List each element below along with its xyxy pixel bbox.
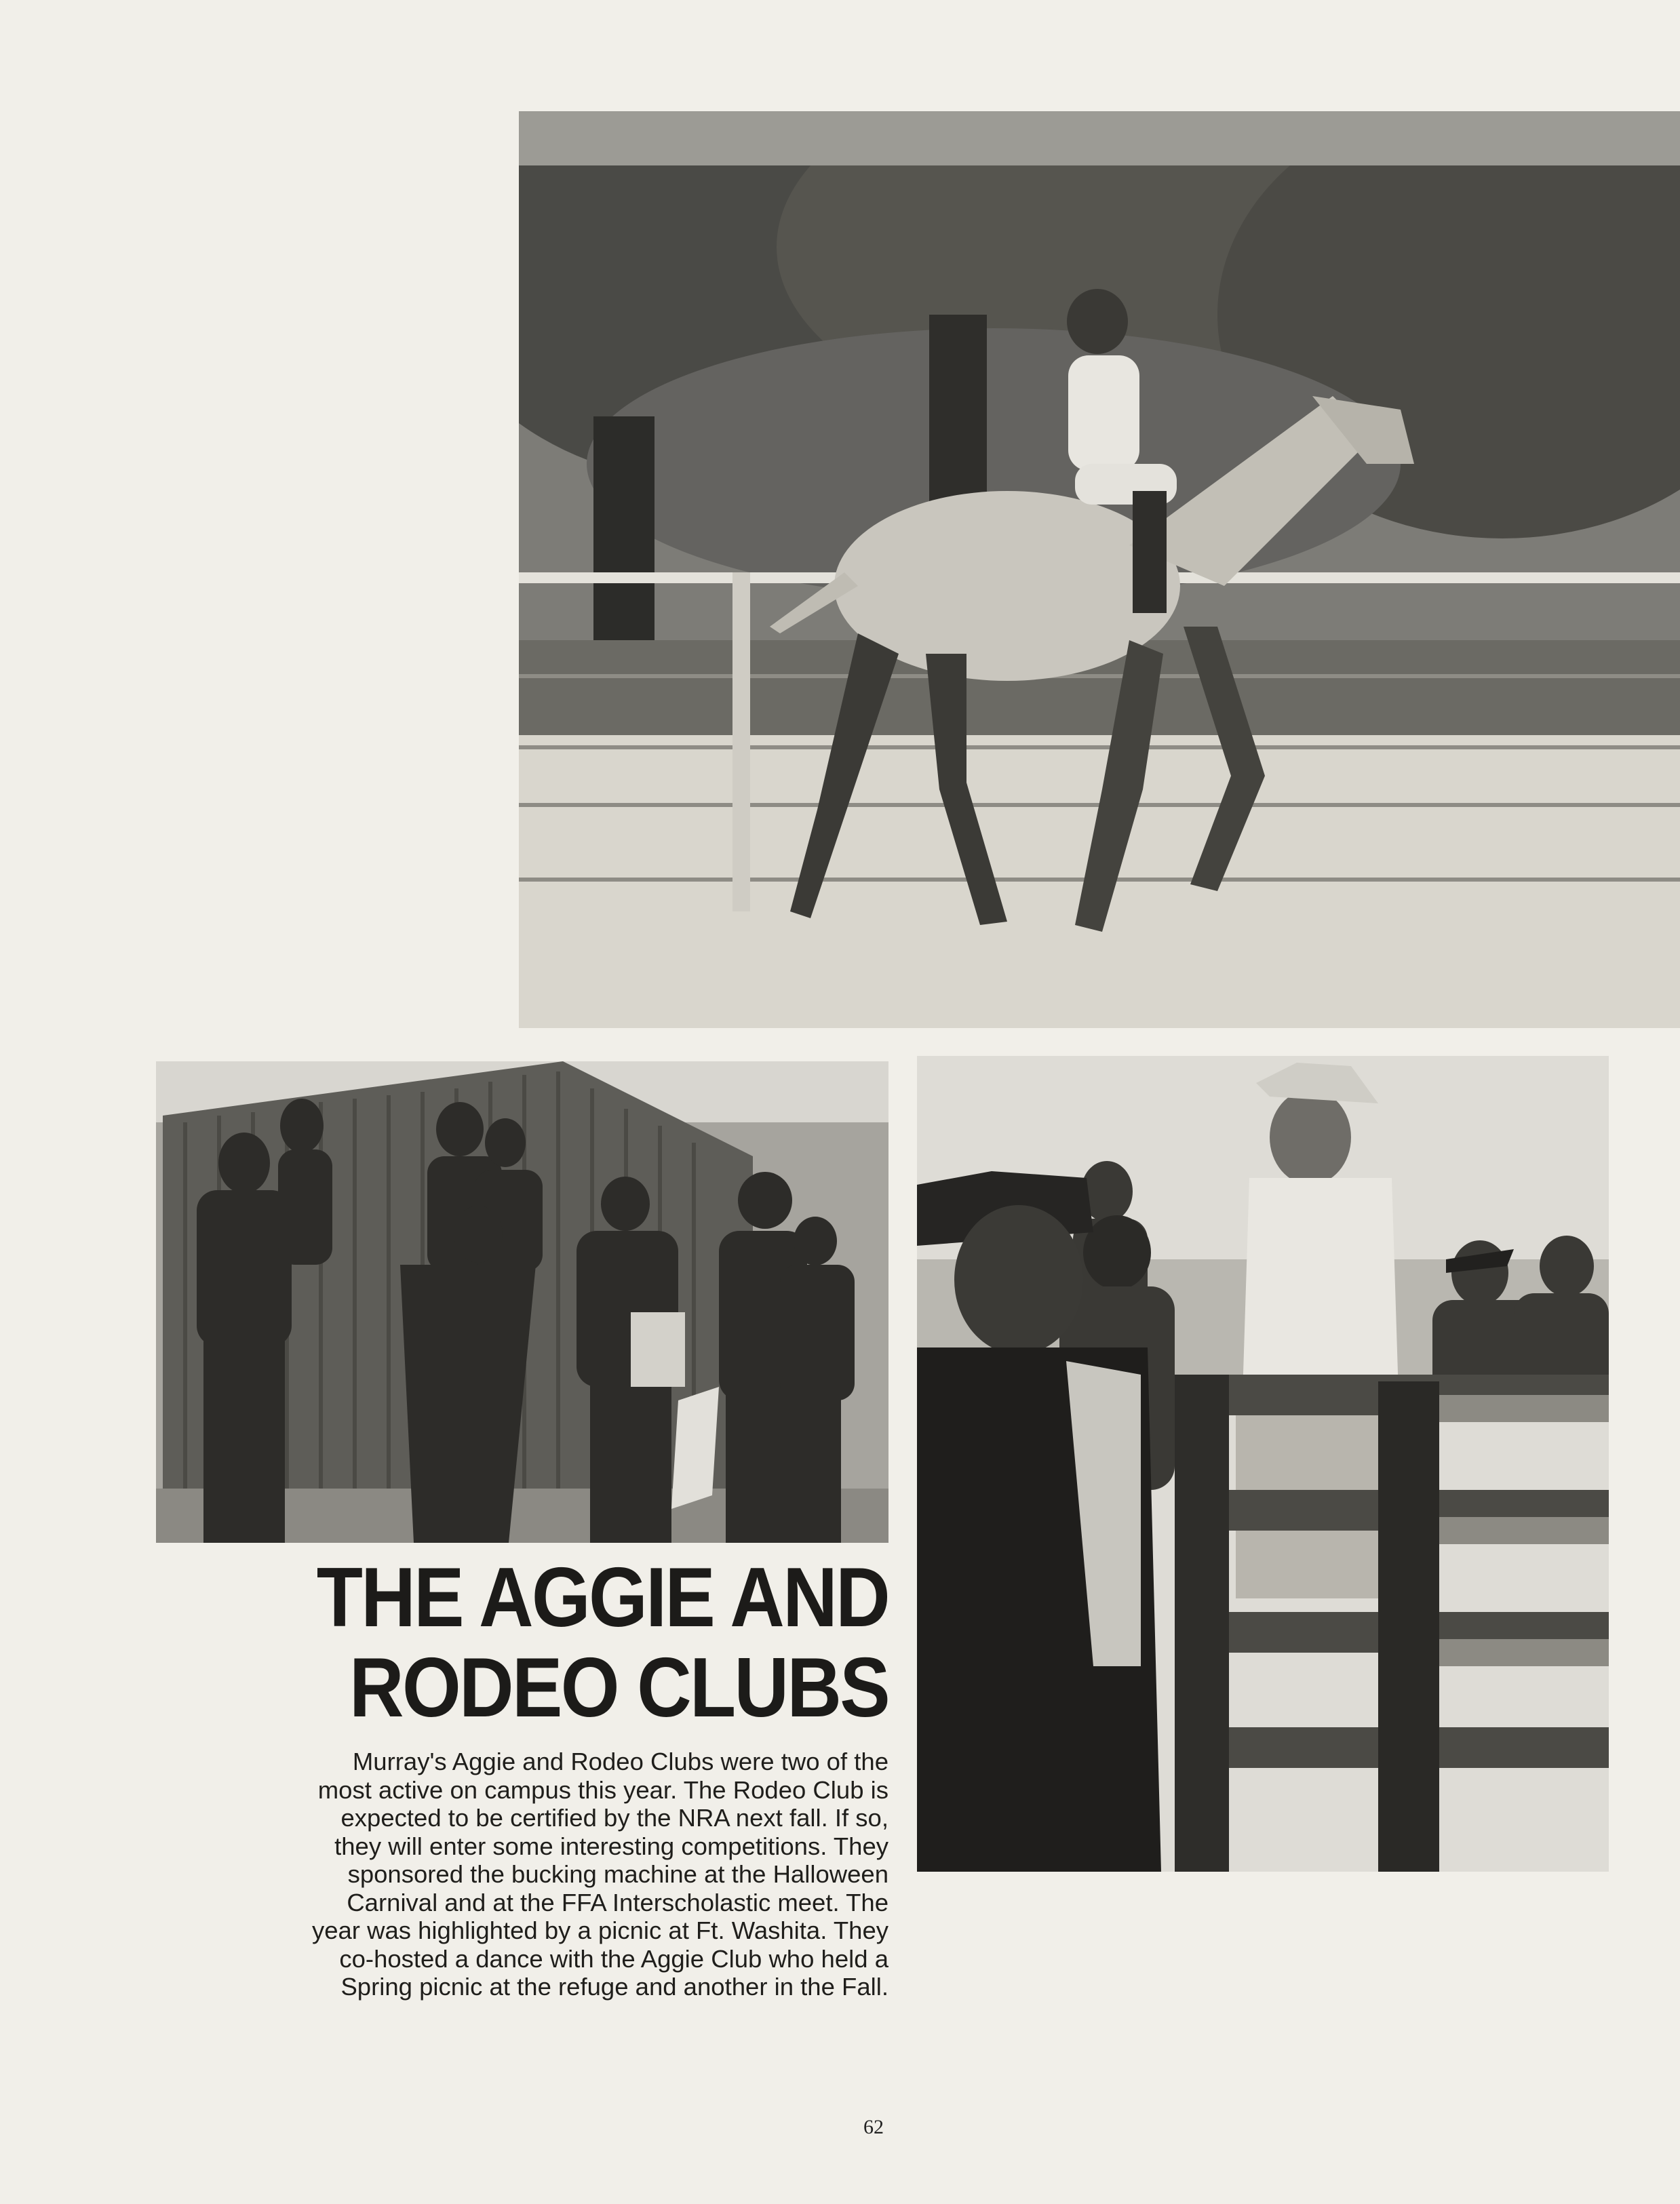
body-line: co-hosted a dance with the Aggie Club who held a — [339, 1944, 888, 1973]
body-line: expected to be certified by the NRA next fall. If so, — [340, 1804, 888, 1832]
article-headline — [278, 1553, 888, 1733]
body-line: most active on campus this year. The Rodeo Club is — [317, 1775, 888, 1804]
body-line: year was highlighted by a picnic at Ft. Washita. They — [311, 1916, 888, 1944]
rider-on-horse-photo — [519, 111, 1680, 1028]
men-at-corral-fence-photo — [917, 1056, 1609, 1872]
page-number: 62 — [863, 2116, 884, 2138]
body-line: sponsored the bucking machine at the Halloween — [347, 1860, 888, 1888]
body-line: Murray's Aggie and Rodeo Clubs were two of the — [352, 1748, 888, 1775]
body-line: they will enter some interesting competitions. They — [334, 1832, 888, 1860]
students-at-barn-photo — [156, 1061, 888, 1543]
headline-line: THE AGGIE AND — [316, 1551, 888, 1645]
article-body — [156, 1748, 888, 2001]
headline-line: RODEO CLUBS — [349, 1641, 888, 1735]
body-line: Carnival and at the FFA Interscholastic meet. The — [347, 1888, 888, 1916]
body-line: Spring picnic at the refuge and another in the Fall. — [340, 1973, 888, 2001]
